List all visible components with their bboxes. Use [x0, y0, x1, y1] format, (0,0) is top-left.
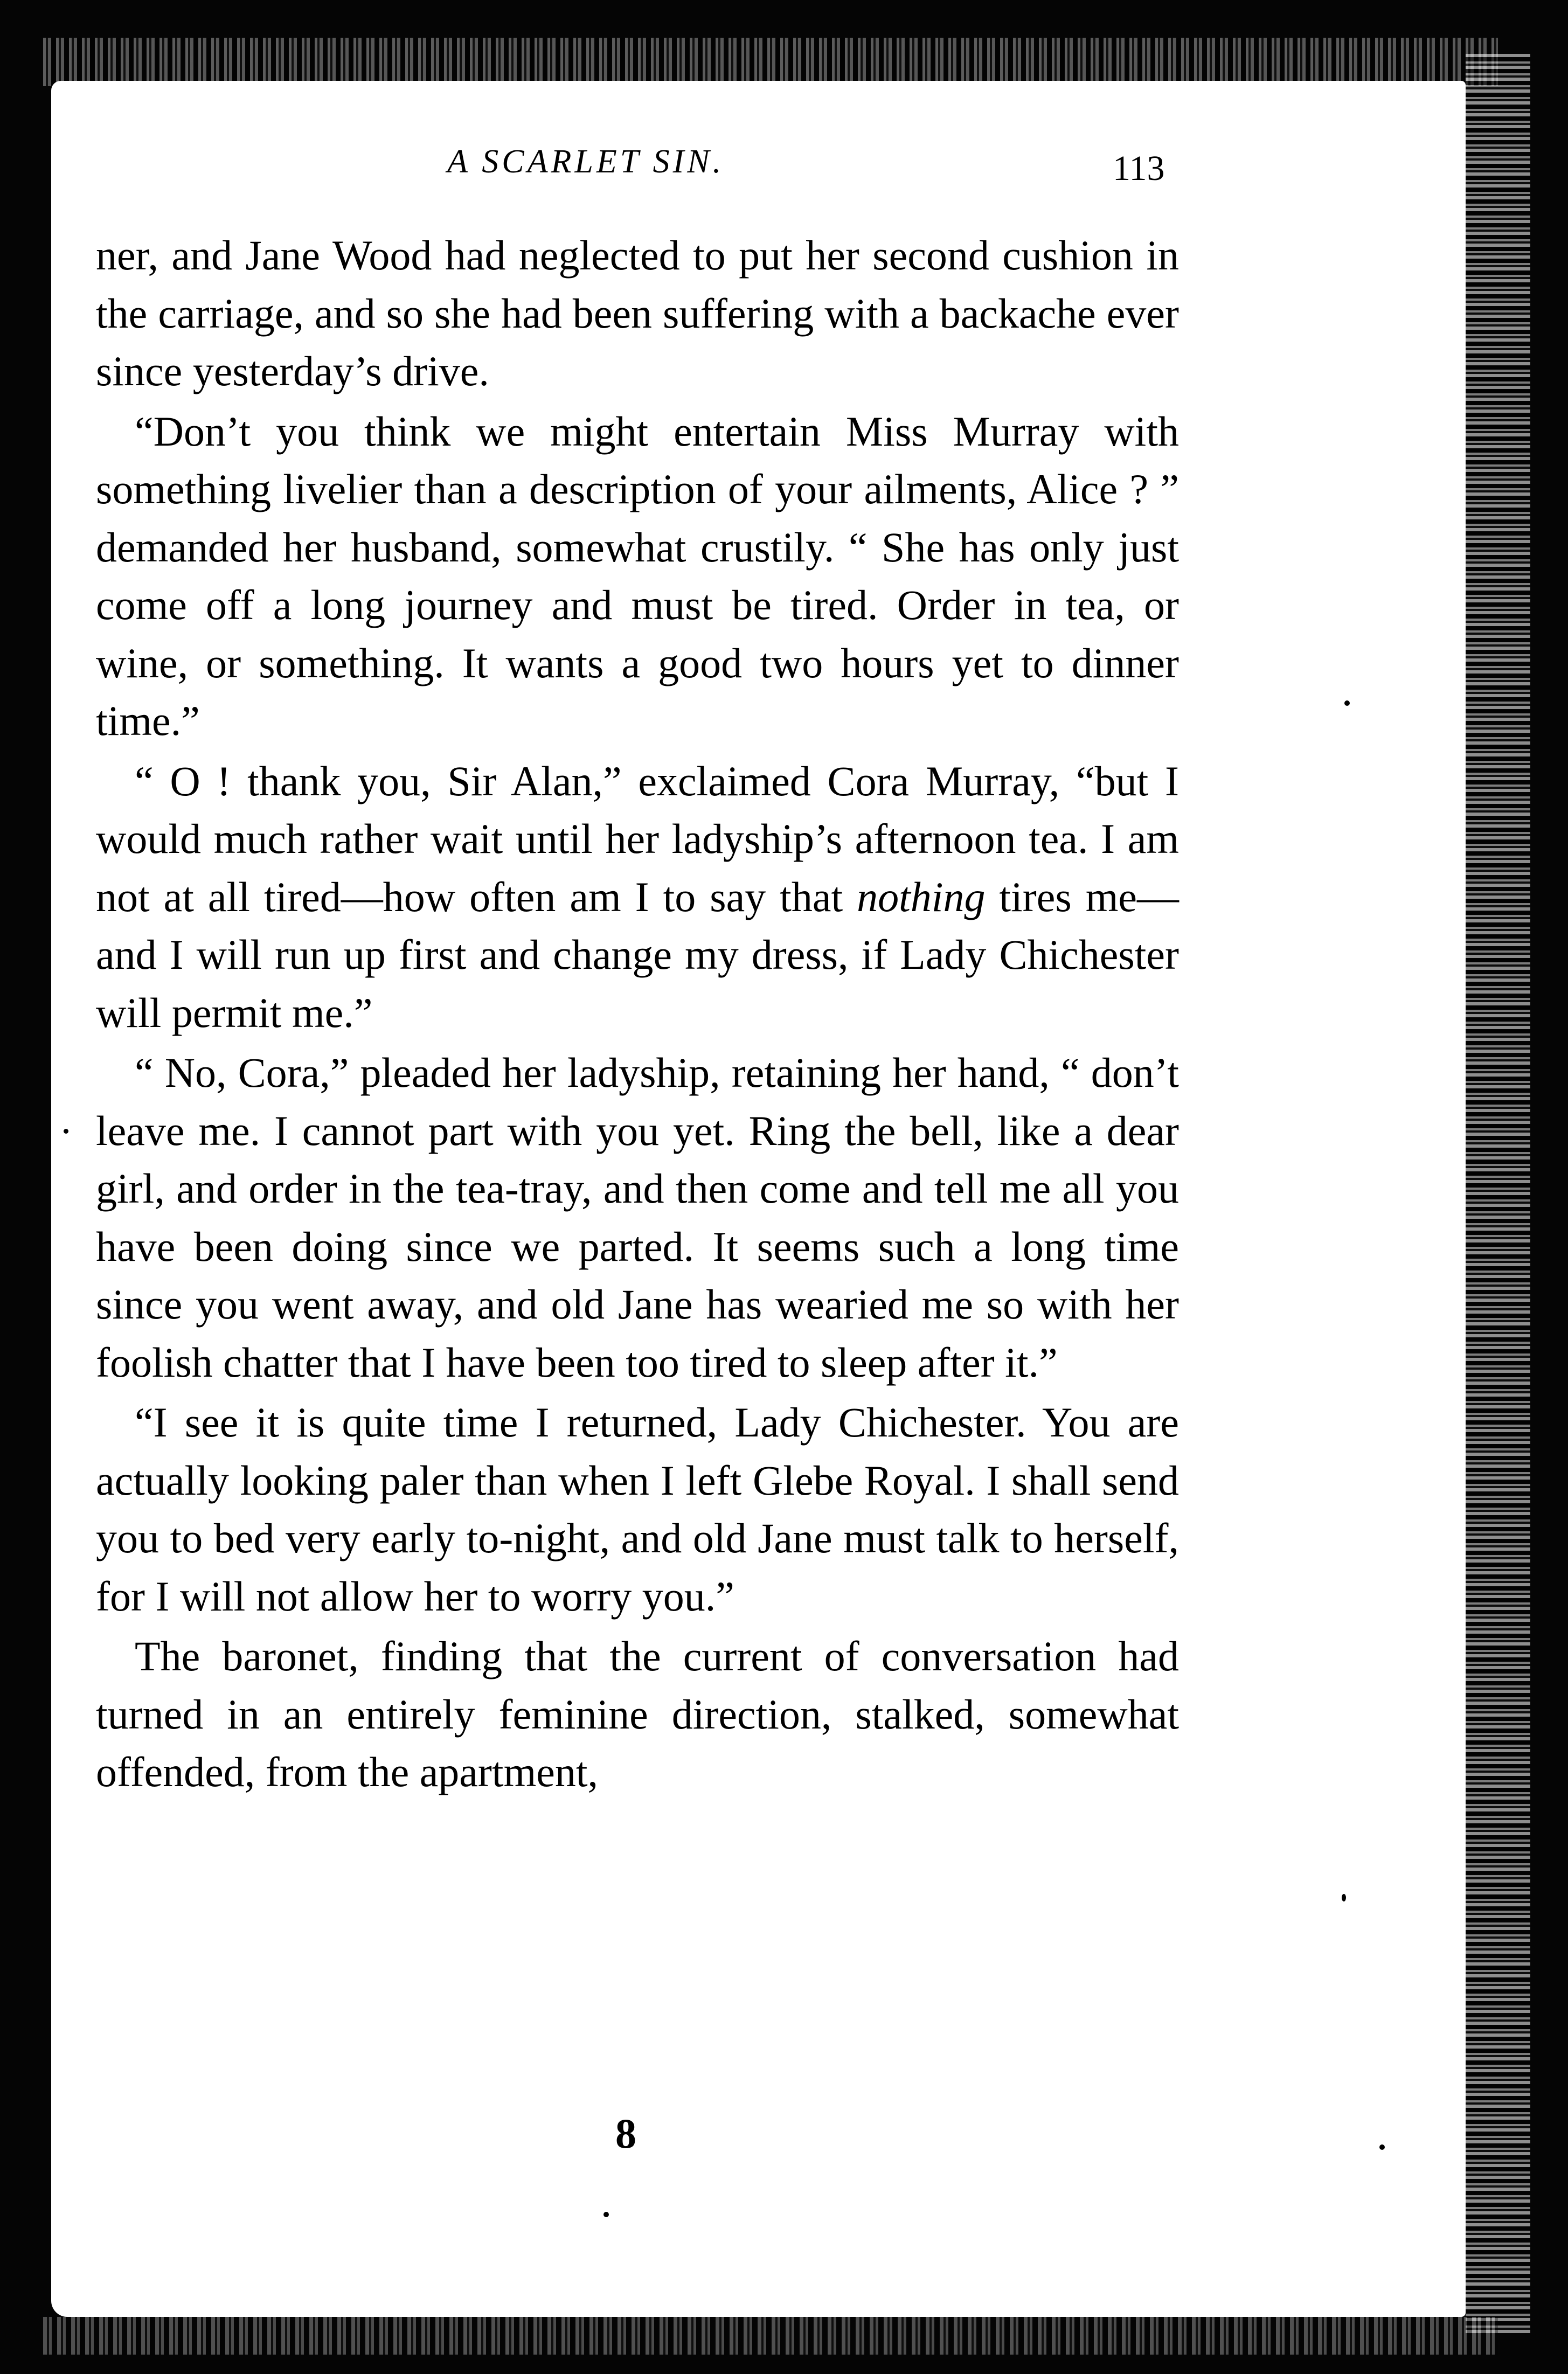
paragraph-text: “ O ! thank you, Sir Alan,” exclaimed Cora Murray, “but I would much rather wait until her ladyship’s afternoon tea. I am not at all tired—how often am I to say that [96, 757, 1179, 920]
paragraph-text: tires me—and I will run up first and change my dress, if Lady Chichester will permit me.” [96, 873, 1179, 1036]
scan-speck [1379, 2144, 1385, 2150]
scan-speck [1344, 700, 1350, 706]
paragraph: ner, and Jane Wood had neglected to put her second cushion in the carriage, and so she had been suffering with a backache ever since yesterday’s drive. [96, 232, 1179, 394]
signature-mark: 8 [615, 2110, 636, 2157]
scan-edge-top [43, 38, 1498, 86]
paragraph [96, 752, 1179, 1042]
body-text [96, 226, 1179, 1801]
scan-speck [1342, 1894, 1346, 1901]
emphasized-word: nothing [857, 873, 986, 920]
scan-edge-bottom [43, 2317, 1498, 2355]
paragraph: The baronet, finding that the current of conversation had turned in an entirely feminine direction, stalked, somewhat offended, from the apartment, [96, 1633, 1179, 1795]
scan-speck [64, 1129, 68, 1134]
page-number: 113 [1113, 149, 1165, 188]
paragraph: “ No, Cora,” pleaded her ladyship, retaining her hand, “ don’t leave me. I cannot part with you yet. Ring the bell, like a dear girl, and order in the tea-tray, and then come and tell me all you have been doing since we parted. It seems such a long time since you went away, and old Jane has wearied me so with her foolish chatter that I have been too tired to sleep after it.” [96, 1049, 1179, 1386]
paragraph: “I see it is quite time I returned, Lady Chichester. You are actually looking paler than when I left Glebe Royal. I shall send you to bed very early to-night, and old Jane must talk to herself, for I will not allow her to worry you.” [96, 1399, 1179, 1620]
paragraph: “Don’t you think we might entertain Miss Murray with something livelier than a description of your ailments, Alice ? ” demanded her husband, somewhat crustily. “ She has only just come off a long journey and must be tired. Order in tea, or wine, or something. It wants a good two hours yet to dinner time.” [96, 407, 1179, 744]
scan-edge-right [1466, 54, 1530, 2333]
scan-speck [603, 2212, 609, 2217]
running-title: A SCARLET SIN. [447, 143, 725, 180]
